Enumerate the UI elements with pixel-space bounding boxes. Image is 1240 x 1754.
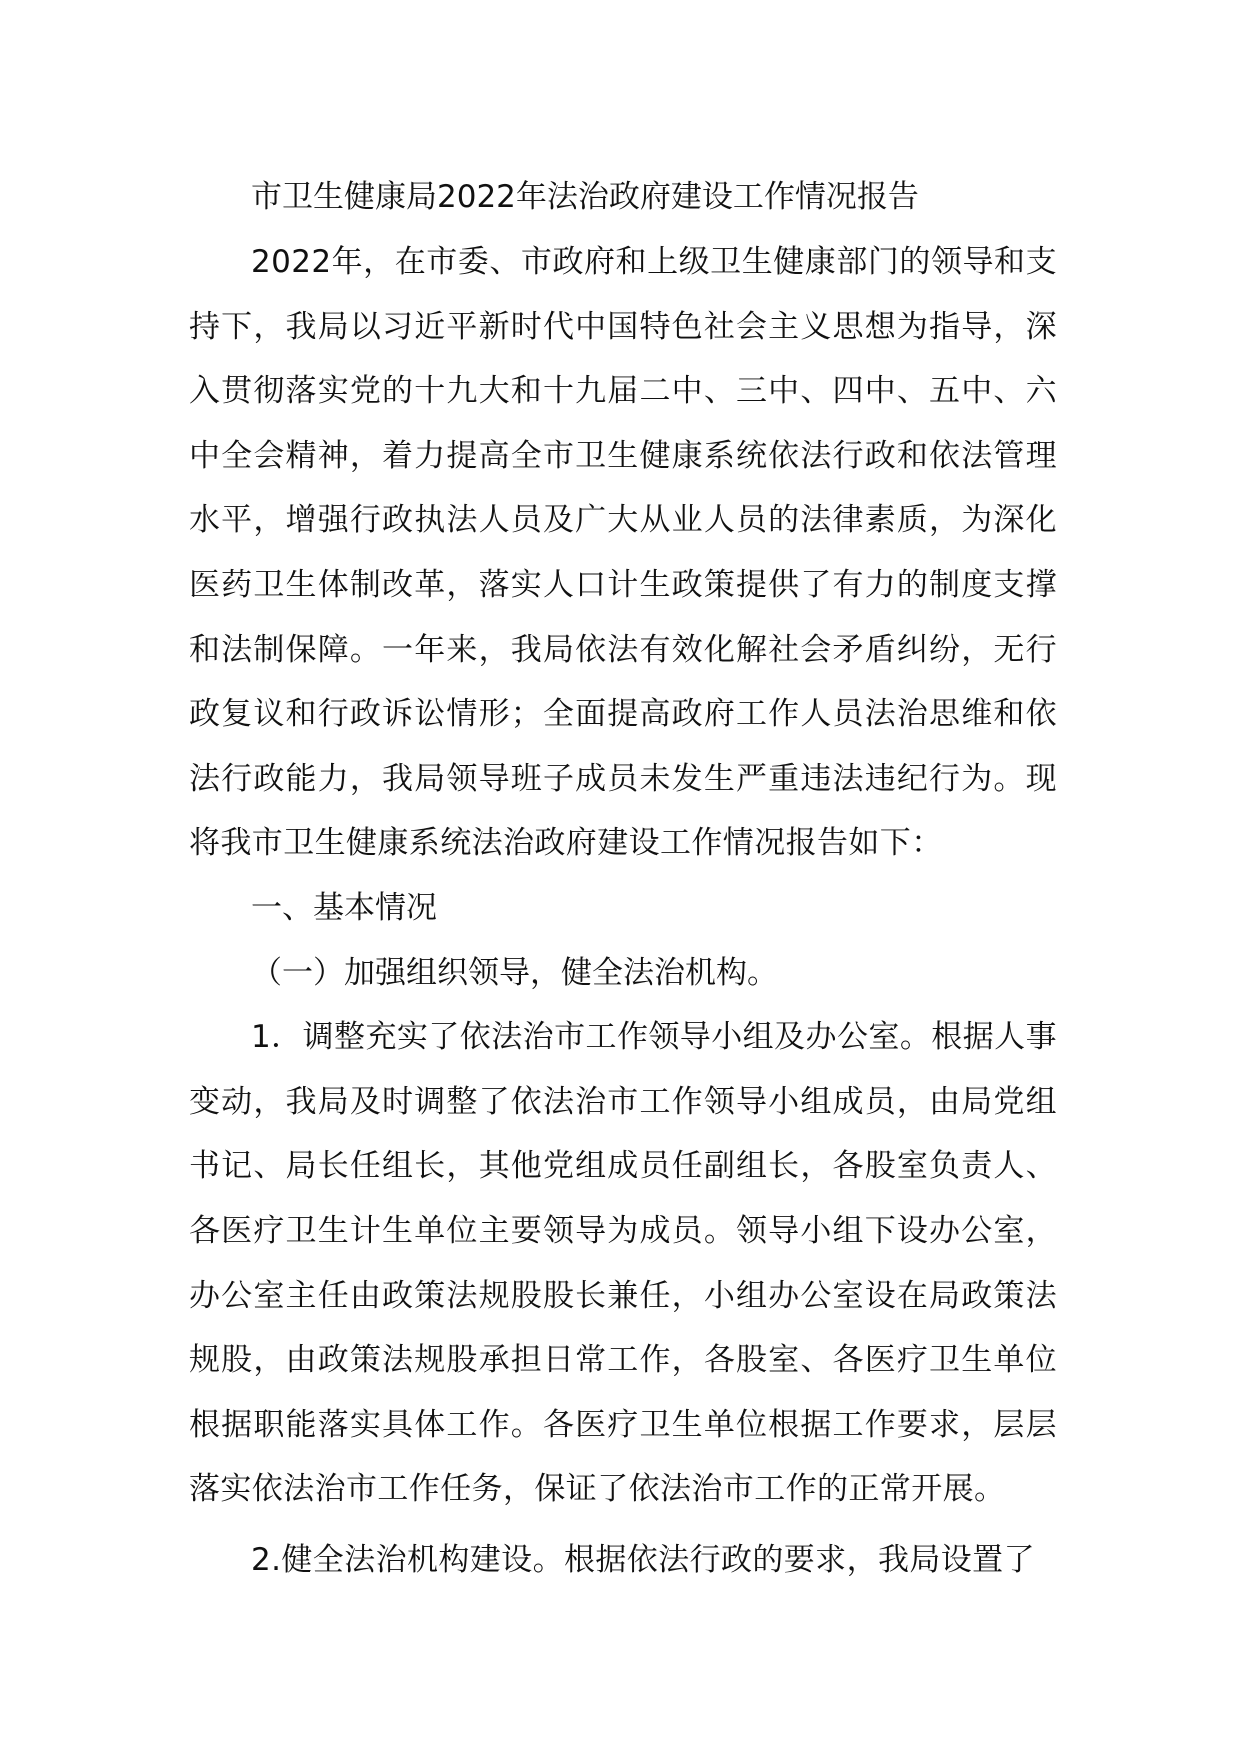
document-title: 市卫生健康局2022年法治政府建设工作情况报告 bbox=[251, 179, 919, 215]
item-paragraph-1: 1．调整充实了依法治市工作领导小组及办公室。根据人事变动，我局及时调整了依法治市工作领导小组成员，由局党组书记、局长任组长，其他党组成员任副组长，各股室负责人、各医疗卫生计生单位主要领导为成员。领导小组下设办公室，办公室主任由政策法规股股长兼任，小组办公室设在局政策法规股，由政策法规股承担日常工作，各股室、各医疗卫生单位根据职能落实具体工作。各医疗卫生单位根据工作要求，层层落实依法治市工作任务，保证了依法治市工作的正常开展。 bbox=[189, 1019, 1057, 1508]
intro-paragraph: 2022年，在市委、市政府和上级卫生健康部门的领导和支持下，我局以习近平新时代中国特色社会主义思想为指导，深入贯彻落实党的十九大和十九届二中、三中、四中、五中、六中全会精神，着力提高全市卫生健康系统依法行政和依法管理水平，增强行政执法人员及广大从业人员的法律素质，为深化医药卫生体制改革，落实人口计生政策提供了有力的制度支撑和法制保障。一年来，我局依法有效化解社会矛盾纠纷，无行政复议和行政诉讼情形；全面提高政府工作人员法治思维和依法行政能力，我局领导班子成员未发生严重违法违纪行为。现将我市卫生健康系统法治政府建设工作情况报告如下： bbox=[189, 244, 1057, 862]
section-heading-basic-situation: 一、基本情况 bbox=[251, 889, 437, 926]
subsection-heading-organization: （一）加强组织领导，健全法治机构。 bbox=[251, 954, 778, 991]
document-body bbox=[189, 170, 1057, 1592]
item-paragraph-2: 2.健全法治机构建设。根据依法行政的要求，我局设置了 bbox=[251, 1541, 1035, 1578]
